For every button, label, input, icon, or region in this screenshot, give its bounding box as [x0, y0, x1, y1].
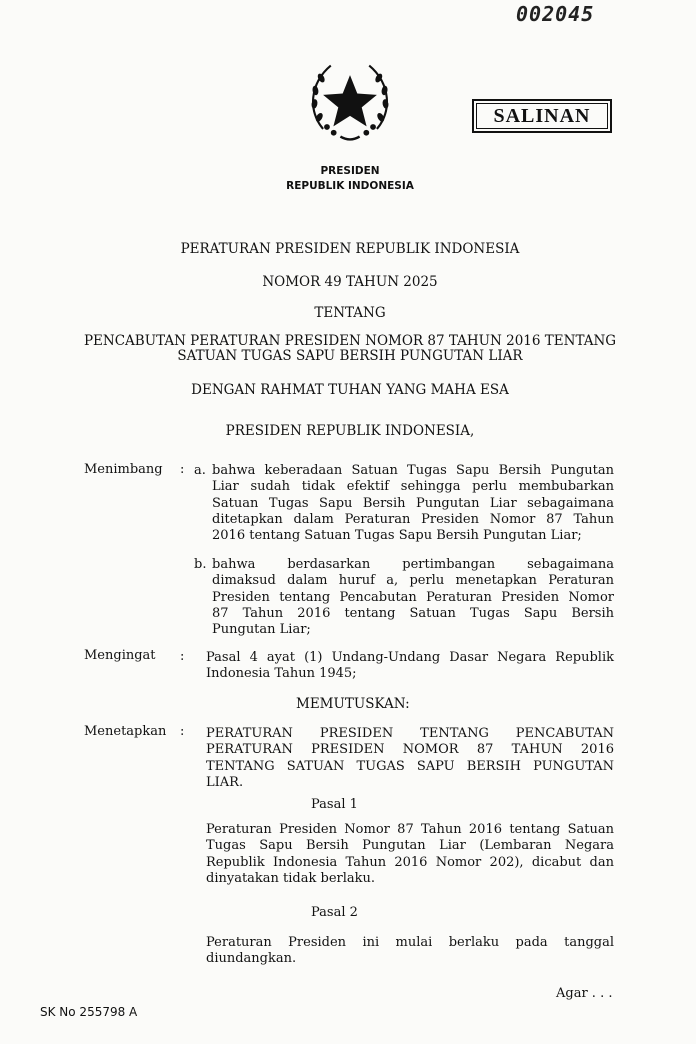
menimbang-a-text: [212, 463, 614, 544]
menimbang-label: Menimbang: [84, 462, 163, 477]
text-line: LIAR.: [206, 774, 244, 790]
continuation-marker: Agar . . .: [556, 986, 613, 1001]
text-line: Tugas Sapu Bersih Pungutan Liar (Lembaran Negara: [206, 838, 614, 854]
about-label: TENTANG: [314, 305, 386, 321]
text-line: Satuan Tugas Sapu Bersih Pungutan Liar sebagaimana: [212, 495, 614, 511]
text-line: Pungutan Liar;: [212, 622, 311, 638]
issuer-title: [250, 164, 450, 194]
text-line: Liar sudah tidak efektif sehingga perlu membubarkan: [212, 479, 614, 495]
text-line: Peraturan Presiden ini mulai berlaku pada tanggal: [206, 935, 614, 950]
text-line: TENTANG SATUAN TUGAS SAPU BERSIH PUNGUTAN: [206, 758, 614, 774]
pasal-1-title: Pasal 1: [311, 797, 358, 812]
mengingat-label: Mengingat: [84, 648, 156, 663]
text-line: dinyatakan tidak berlaku.: [206, 870, 376, 886]
menetapkan-label: Menetapkan: [84, 724, 167, 739]
regulation-number: NOMOR 49 TAHUN 2025: [262, 274, 438, 290]
text-line: PERATURAN PRESIDEN NOMOR 87 TAHUN 2016: [206, 742, 614, 758]
mengingat-colon: :: [180, 649, 185, 664]
menimbang-colon: :: [180, 462, 185, 477]
authority: PRESIDEN REPUBLIK INDONESIA,: [225, 423, 475, 439]
issuer-line-1: PRESIDEN: [320, 165, 380, 177]
text-line: PERATURAN PRESIDEN TENTANG PENCABUTAN: [206, 726, 614, 741]
text-line: dimaksud dalam huruf a, perlu menetapkan Peraturan: [212, 573, 614, 589]
subject-line-2: SATUAN TUGAS SAPU BERSIH PUNGUTAN LIAR: [177, 348, 523, 364]
menimbang-b-text: [212, 557, 614, 638]
invocation: DENGAN RAHMAT TUHAN YANG MAHA ESA: [191, 382, 509, 398]
pasal-1-text: [206, 822, 614, 887]
presidential-seal-icon: [302, 54, 398, 150]
menetapkan-colon: :: [180, 724, 185, 739]
mengingat-text: [206, 650, 614, 683]
menimbang-b-marker: b.: [194, 557, 207, 572]
menimbang-a-marker: a.: [194, 463, 206, 478]
decision-heading: MEMUTUSKAN:: [296, 696, 410, 712]
pasal-2-title: Pasal 2: [311, 905, 358, 920]
pasal-2-text: [206, 935, 614, 968]
text-line: 87 Tahun 2016 tentang Satuan Tugas Sapu Bersih: [212, 605, 614, 621]
text-line: Indonesia Tahun 1945;: [206, 666, 357, 682]
sk-number: SK No 255798 A: [40, 1005, 138, 1019]
text-line: Presiden tentang Pencabutan Peraturan Presiden Nomor: [212, 589, 614, 605]
regulation-title: PERATURAN PRESIDEN REPUBLIK INDONESIA: [180, 241, 520, 257]
subject-line-1: PENCABUTAN PERATURAN PRESIDEN NOMOR 87 TAHUN 2016 TENTANG: [83, 333, 617, 349]
issuer-line-2: REPUBLIK INDONESIA: [286, 180, 414, 192]
text-line: Peraturan Presiden Nomor 87 Tahun 2016 tentang Satuan: [206, 822, 614, 837]
text-line: diundangkan.: [206, 951, 297, 967]
text-line: Republik Indonesia Tahun 2016 Nomor 202), dicabut dan: [206, 854, 614, 870]
text-line: Pasal 4 ayat (1) Undang-Undang Dasar Negara Republik: [206, 650, 614, 665]
text-line: ditetapkan dalam Peraturan Presiden Nomor 87 Tahun: [212, 511, 614, 527]
menetapkan-text: [206, 726, 614, 791]
text-line: bahwa keberadaan Satuan Tugas Sapu Bersih Pungutan: [212, 463, 614, 478]
copy-stamp: SALINAN: [472, 99, 612, 133]
text-line: 2016 tentang Satuan Tugas Sapu Bersih Pungutan Liar;: [212, 528, 582, 544]
document-number: 002045: [516, 2, 595, 26]
text-line: bahwa berdasarkan pertimbangan sebagaimana: [212, 557, 614, 572]
